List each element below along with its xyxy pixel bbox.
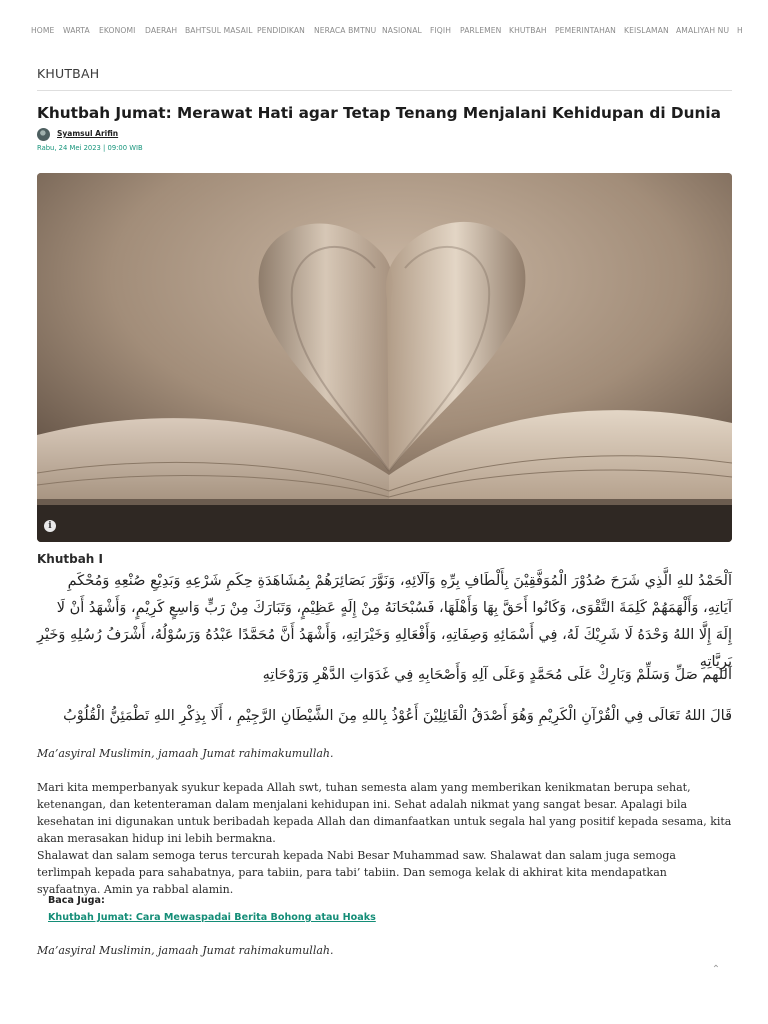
read-also-link[interactable]: Khutbah Jumat: Cara Mewaspadai Berita Bohong atau Hoaks — [48, 912, 376, 923]
greeting-paragraph: Ma’asyiral Muslimin, jamaah Jumat rahimakumullah. — [37, 747, 334, 760]
khutbah-subheading: Khutbah I — [37, 552, 103, 566]
heart-book-illustration — [37, 173, 732, 542]
arabic-shalawat: اَللهم صَلِّ وَسَلِّمْ وَبَارِكْ عَلَى مُحَمَّدٍ وَعَلَى آلِهِ وَأَصْحَابِهِ فِي غَدَوَاتِ الدَّهْرِ وَرَوْحَاتِهِ — [262, 667, 732, 683]
body-paragraph: Shalawat dan salam semoga terus tercurah kepada Nabi Besar Muhammad saw. Shalawat dan salam juga semoga terlimpah kepada para sahabatnya, para tabiin, para tabi’ tabiin. Dan semoga kelak di akhirat kita mendapatkan syafaatnya. Amin ya rabbal alamin. — [37, 849, 676, 896]
info-icon[interactable]: i — [44, 520, 56, 532]
article-title: Khutbah Jumat: Merawat Hati agar Tetap Tenang Menjalani Kehidupan di Dunia — [37, 104, 721, 122]
nav-item-khutbah[interactable]: KHUTBAH — [509, 26, 547, 35]
read-also-label: Baca Juga: — [48, 895, 105, 906]
nav-item-home[interactable]: HOME — [31, 26, 55, 35]
publish-date: Rabu, 24 Mei 2023 | 09:00 WIB — [37, 144, 143, 152]
section-label[interactable]: KHUTBAH — [37, 66, 100, 81]
nav-item-warta[interactable]: WARTA — [63, 26, 90, 35]
nav-item-amaliyah-nu[interactable]: AMALIYAH NU — [676, 26, 730, 35]
author-link[interactable]: Syamsul Arifin — [57, 129, 119, 138]
top-navigation — [0, 24, 768, 40]
nav-item-pendidikan[interactable]: PENDIDIKAN — [257, 26, 305, 35]
nav-item-neraca-bmtnu[interactable]: NERACA BMTNU — [314, 26, 377, 35]
body-paragraph: Mari kita memperbanyak syukur kepada Allah swt, tuhan semesta alam yang memberikan kenikmatan berupa sehat, ketenangan, dan ketenteraman dalam menjalani kehidupan ini. Sehat adalah nikmat yang sangat besar. Apalagi bila kesehatan ini digunakan untuk beribadah kepada Allah dan dimanfaatkan untuk segala hal yang positif kepada sesama, kita akan merasakan hidup ini lebih bermakna. — [37, 781, 732, 845]
arabic-quran-verse: قَالَ اللهُ تَعَالَى فِي الْقُرْآنِ الْكَرِيْمِ وَهُوَ أَصْدَقُ الْقَائِلِيْنَ أَعُوْذُ بِاللهِ مِنَ الشَّيْطَانِ الرَّجِيْمِ ، أَلَا بِذِكْرِ اللهِ تَطْمَئِنُّ الْقُلُوْبُ — [63, 708, 732, 724]
nav-item-pemerintahan[interactable]: PEMERINTAHAN — [555, 26, 616, 35]
nav-item-parlemen[interactable]: PARLEMEN — [460, 26, 502, 35]
author-avatar[interactable] — [37, 128, 50, 141]
nav-item-fiqih[interactable]: FIQIH — [430, 26, 452, 35]
nav-item-truncated[interactable]: H — [737, 26, 743, 35]
greeting-paragraph: Ma’asyiral Muslimin, jamaah Jumat rahimakumullah. — [37, 944, 334, 957]
nav-item-ekonomi[interactable]: EKONOMI — [99, 26, 136, 35]
arabic-opening: اَلْحَمْدُ للهِ الَّذِي شَرَحَ صُدُوْرَ الْمُوَفَّقِيْنَ بِأَلْطَافِ بِرِّهِ وَآلَائِهِ، وَنَوَّرَ بَصَائِرَهُمْ بِمُشَاهَدَةِ حِكَمِ شَرْعِهِ وَبَدِيْعِ صُنْعِهِ وَمُحْكَمِ آيَاتِهِ، وَأَلْهَمَهُمْ كَلِمَةَ التَّقْوَى، وَكَانُوا أَحَقَّ بِهَا وَأَهْلَهَا، فَسُبْحَانَهُ مِنْ إِلَهٍ عَظِيْمٍ، وَتَبَارَكَ مِنْ رَبٍّ وَاسِعٍ كَرِيْمٍ، وَأَشْهَدُ أَنْ لَا إِلَهَ إِلَّا اللهُ وَحْدَهُ لَا شَرِيْكَ لَهُ، فِي أَسْمَائِهِ وَصِفَاتِهِ، وَأَفْعَالِهِ وَخَيْرَاتِهِ، وَأَشْهَدُ أَنَّ مُحَمَّدًا عَبْدُهُ وَرَسُوْلُهُ، أَشْرَفُ رُسُلِهِ وَخَيْرِ بَرِيَّاتِهِ — [37, 573, 732, 670]
nav-item-keislaman[interactable]: KEISLAMAN — [624, 26, 669, 35]
nav-item-daerah[interactable]: DAERAH — [145, 26, 178, 35]
section-divider — [37, 90, 732, 91]
nav-item-nasional[interactable]: NASIONAL — [382, 26, 422, 35]
hero-image — [37, 173, 732, 542]
nav-item-bahtsul-masail[interactable]: BAHTSUL MASAIL — [185, 26, 253, 35]
chevron-up-icon[interactable]: ⌃ — [711, 964, 721, 975]
